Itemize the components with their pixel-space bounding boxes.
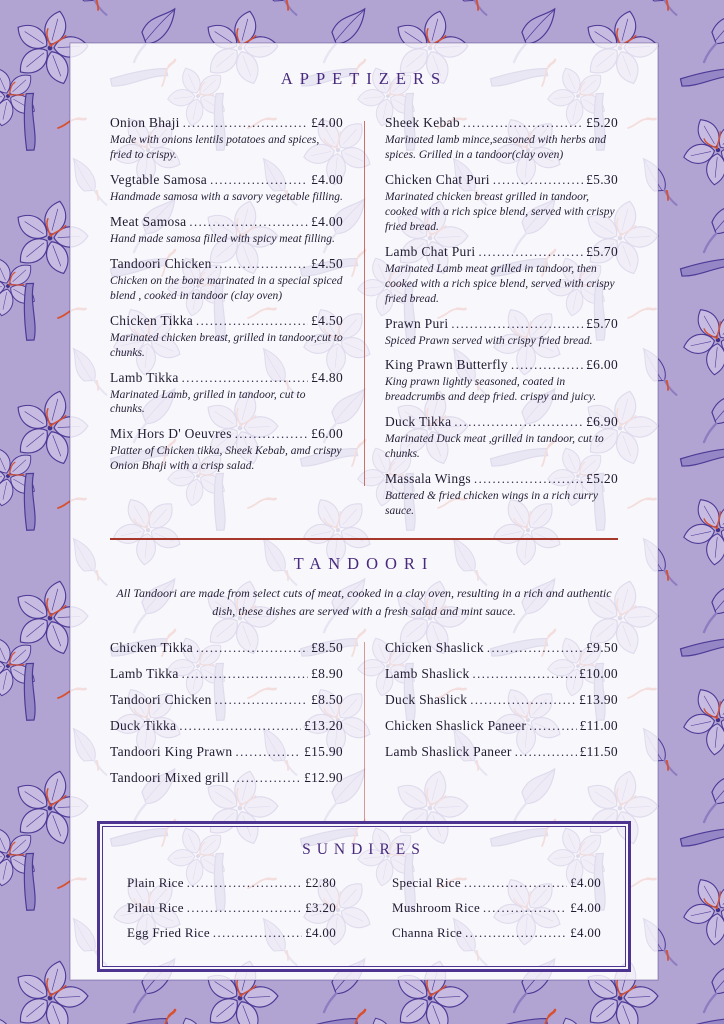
menu-item-price: £4.00: [570, 900, 601, 916]
menu-item-description: Handmade samosa with a savory vegetable filling.: [110, 190, 343, 203]
sundries-columns: [127, 875, 601, 950]
menu-item-row: [110, 172, 343, 188]
dotted-leader: [464, 875, 567, 891]
menu-item-row: [110, 313, 343, 329]
dotted-leader: [473, 666, 577, 682]
menu-item-price: £5.30: [586, 171, 618, 187]
menu-item-name: Prawn Puri: [385, 315, 449, 331]
menu-item-description: Marinated Lamb meat grilled in tandoor, then cooked with a rich spice blend, served with crispy fried bread.: [385, 262, 615, 305]
tandoori-left-column: [110, 640, 343, 796]
menu-item-row: [110, 115, 343, 131]
menu-item-name: Lamb Shaslick Paneer: [385, 744, 512, 760]
menu-item-name: Special Rice: [392, 875, 461, 891]
menu-item-name: Chicken Shaslick Paneer: [385, 718, 527, 734]
menu-item-name: Duck Shaslick: [385, 692, 468, 708]
menu-item-row: [385, 471, 618, 487]
menu-item: [110, 214, 343, 247]
menu-item-description: King prawn lightly seasoned, coated in breadcrumbs and deep fried. crispy and juicy.: [385, 376, 597, 404]
appetizers-title: APPETIZERS: [280, 69, 448, 88]
menu-item-price: £5.20: [586, 471, 618, 487]
menu-item-description: Marinated chicken breast grilled in tandoor, cooked with a rich spice blend, served with crispy fried bread.: [385, 190, 615, 233]
dotted-leader: [529, 718, 576, 734]
menu-item: [110, 115, 343, 163]
appetizers-columns: [110, 115, 618, 528]
menu-item-name: Sheek Kebab: [385, 115, 460, 130]
dotted-leader: [196, 313, 308, 329]
menu-item: [385, 718, 618, 734]
menu-item: [110, 426, 343, 474]
menu-item: [127, 875, 336, 891]
menu-item-description: Spiced Prawn served with crispy fried bread.: [385, 334, 593, 347]
menu-item-price: £4.00: [570, 925, 601, 941]
dotted-leader: [196, 640, 308, 656]
menu-panel: [70, 43, 658, 980]
menu-item-name: Duck Tikka: [110, 718, 177, 734]
menu-item-name: Lamb Tikka: [110, 369, 179, 385]
menu-item-price: £13.20: [304, 718, 343, 734]
menu-item-name: Pilau Rice: [127, 900, 184, 916]
menu-item-row: [385, 414, 618, 430]
menu-item-name: Chicken Tikka: [110, 640, 194, 656]
dotted-leader: [189, 214, 308, 230]
menu-item-name: Tandoori Chicken: [110, 692, 212, 708]
menu-item: [385, 115, 618, 163]
menu-item-price: £4.50: [311, 312, 343, 328]
menu-item-price: £4.00: [570, 875, 601, 891]
menu-item-price: £11.50: [579, 744, 618, 760]
menu-item: [110, 692, 343, 708]
menu-item: [392, 875, 601, 891]
menu-item-name: Mushroom Rice: [392, 900, 481, 916]
dotted-leader: [493, 172, 583, 188]
menu-item: [110, 172, 343, 205]
dotted-leader: [215, 256, 308, 272]
menu-item-price: £11.00: [579, 718, 618, 734]
menu-item-name: Egg Fried Rice: [127, 925, 210, 941]
menu-item-description: Marinated lamb mince,seasoned with herbs and spices. Grilled in a tandoor(clay oven): [385, 134, 607, 161]
menu-item: [385, 692, 618, 708]
menu-item-row: [110, 256, 343, 272]
column-divider-line: [364, 642, 365, 826]
dotted-leader: [465, 925, 567, 941]
menu-item-name: Channa Rice: [392, 925, 463, 941]
menu-item: [385, 666, 618, 682]
menu-item-name: Massala Wings: [385, 471, 471, 487]
menu-item-row: [110, 214, 343, 230]
menu-item-description: Marinated Lamb, grilled in tandoor, cut to chunks.: [110, 388, 306, 416]
menu-item-price: £4.00: [311, 171, 343, 187]
menu-item: [127, 925, 336, 941]
menu-item: [385, 244, 618, 307]
menu-item-name: Mix Hors D' Oeuvres: [110, 426, 232, 442]
menu-item-price: £4.50: [311, 255, 343, 271]
menu-item-price: £6.00: [311, 426, 343, 442]
menu-item-name: King Prawn Butterfly: [385, 357, 508, 373]
menu-item: [110, 256, 343, 304]
menu-item: [110, 744, 343, 760]
dotted-leader: [182, 370, 308, 386]
menu-item-price: £5.20: [586, 115, 618, 130]
dotted-leader: [215, 692, 308, 708]
menu-item-row: [385, 316, 618, 332]
menu-item: [127, 900, 336, 916]
sundries-section: [102, 826, 626, 967]
menu-item-description: Chicken on the bone marinated in a special spiced blend , cooked in tandoor (clay oven): [110, 274, 343, 302]
menu-item-name: Lamb Tikka: [110, 666, 179, 682]
menu-item: [110, 370, 343, 418]
tandoori-right-column: [385, 640, 618, 796]
menu-item-price: £9.50: [586, 640, 618, 656]
menu-item-row: [385, 357, 618, 373]
dotted-leader: [232, 770, 301, 786]
menu-item-name: Vegtable Samosa: [110, 171, 208, 187]
dotted-leader: [187, 875, 302, 891]
dotted-leader: [213, 925, 302, 941]
menu-item: [110, 718, 343, 734]
dotted-leader: [487, 640, 583, 656]
dotted-leader: [474, 471, 583, 487]
menu-item-name: Onion Bhaji: [110, 115, 180, 130]
appetizers-right-column: [385, 115, 618, 528]
menu-item-description: Platter of Chicken tikka, Sheek Kebab, amd crispy Onion Bhaji with a crisp salad.: [110, 445, 342, 473]
menu-item-price: £4.00: [305, 925, 336, 941]
menu-item-name: Meat Samosa: [110, 213, 187, 229]
dotted-leader: [463, 115, 583, 131]
sundries-right-column: [392, 875, 601, 950]
menu-item-name: Lamb Shaslick: [385, 666, 470, 682]
menu-item-price: £4.00: [311, 213, 343, 229]
menu-item-price: £5.70: [586, 315, 618, 331]
menu-item-row: [385, 115, 618, 131]
menu-item-description: Battered & fried chicken wings in a rich curry sauce.: [385, 490, 598, 518]
menu-item: [385, 357, 618, 405]
menu-item: [392, 925, 601, 941]
column-divider-line: [364, 121, 365, 486]
menu-item: [110, 313, 343, 361]
menu-item: [110, 666, 343, 682]
dotted-leader: [236, 744, 302, 760]
dotted-leader: [451, 316, 583, 332]
menu-item-name: Tandoori King Prawn: [110, 744, 233, 760]
dotted-leader: [210, 172, 308, 188]
dotted-leader: [183, 115, 308, 131]
dotted-leader: [454, 414, 583, 430]
menu-item: [392, 900, 601, 916]
menu-item-price: £15.90: [304, 744, 343, 760]
menu-item-description: Made with onions lentils potatoes and spices, fried to crispy.: [110, 134, 320, 161]
menu-item-price: £4.80: [311, 369, 343, 385]
menu-item-row: [110, 370, 343, 386]
menu-item-price: £5.70: [586, 243, 618, 259]
menu-item-row: [385, 172, 618, 188]
menu-item-row: [110, 426, 343, 442]
tandoori-title: TANDOORI: [293, 554, 435, 574]
menu-item-price: £4.00: [311, 115, 343, 130]
dotted-leader: [478, 244, 583, 260]
menu-item-price: £12.90: [304, 770, 343, 786]
menu-item-price: £13.90: [579, 692, 618, 708]
dotted-leader: [515, 744, 577, 760]
menu-item: [385, 316, 618, 349]
menu-item: [385, 640, 618, 656]
menu-item-name: Chicken Chat Puri: [385, 171, 490, 187]
menu-item-price: £8.90: [311, 666, 343, 682]
dotted-leader: [511, 357, 583, 373]
menu-item-name: Duck Tikka: [385, 414, 452, 430]
menu-item: [110, 770, 343, 786]
dotted-leader: [235, 426, 308, 442]
dotted-leader: [187, 900, 302, 916]
menu-item-price: £8.50: [311, 692, 343, 708]
menu-item-description: Marinated chicken breast, grilled in tandoor,cut to chunks.: [110, 331, 343, 359]
dotted-leader: [483, 900, 567, 916]
menu-item-name: Tandoori Mixed grill: [110, 770, 230, 786]
menu-item-price: £8.50: [311, 640, 343, 656]
menu-item-name: Lamb Chat Puri: [385, 243, 476, 259]
dotted-leader: [470, 692, 576, 708]
tandoori-columns: [110, 640, 618, 796]
menu-item-row: [385, 244, 618, 260]
menu-item-price: £6.00: [586, 357, 618, 373]
dotted-leader: [182, 666, 308, 682]
dotted-leader: [179, 718, 301, 734]
sundries-title: SUNDIRES: [302, 841, 426, 859]
menu-item-price: £2.80: [305, 875, 336, 891]
menu-item-price: £6.90: [586, 414, 618, 430]
sundries-left-column: [127, 875, 336, 950]
appetizers-left-column: [110, 115, 343, 528]
menu-item-name: Plain Rice: [127, 875, 184, 891]
menu-item: [110, 640, 343, 656]
menu-item: [385, 414, 618, 462]
menu-item-name: Chicken Shaslick: [385, 640, 484, 656]
menu-item-description: Marinated Duck meat ,grilled in tandoor, cut to chunks.: [385, 433, 604, 461]
menu-item: [385, 471, 618, 519]
menu-item-price: £3.20: [305, 900, 336, 916]
menu-item-name: Tandoori Chicken: [110, 255, 212, 271]
menu-item-name: Chicken Tikka: [110, 312, 194, 328]
menu-item-description: Hand made samosa filled with spicy meat filling.: [110, 232, 335, 245]
section-divider-rule: [110, 538, 618, 540]
menu-item-price: £10.00: [579, 666, 618, 682]
tandoori-intro-text: All Tandoori are made from select cuts of meat, cooked in a clay oven, resulting in a rich and authentic dish, these dishes are served with a fresh salad and mint sauce.: [116, 586, 612, 619]
menu-item: [385, 172, 618, 235]
appetizers-section: [110, 69, 618, 528]
menu-item: [385, 744, 618, 760]
tandoori-section: [110, 538, 618, 796]
